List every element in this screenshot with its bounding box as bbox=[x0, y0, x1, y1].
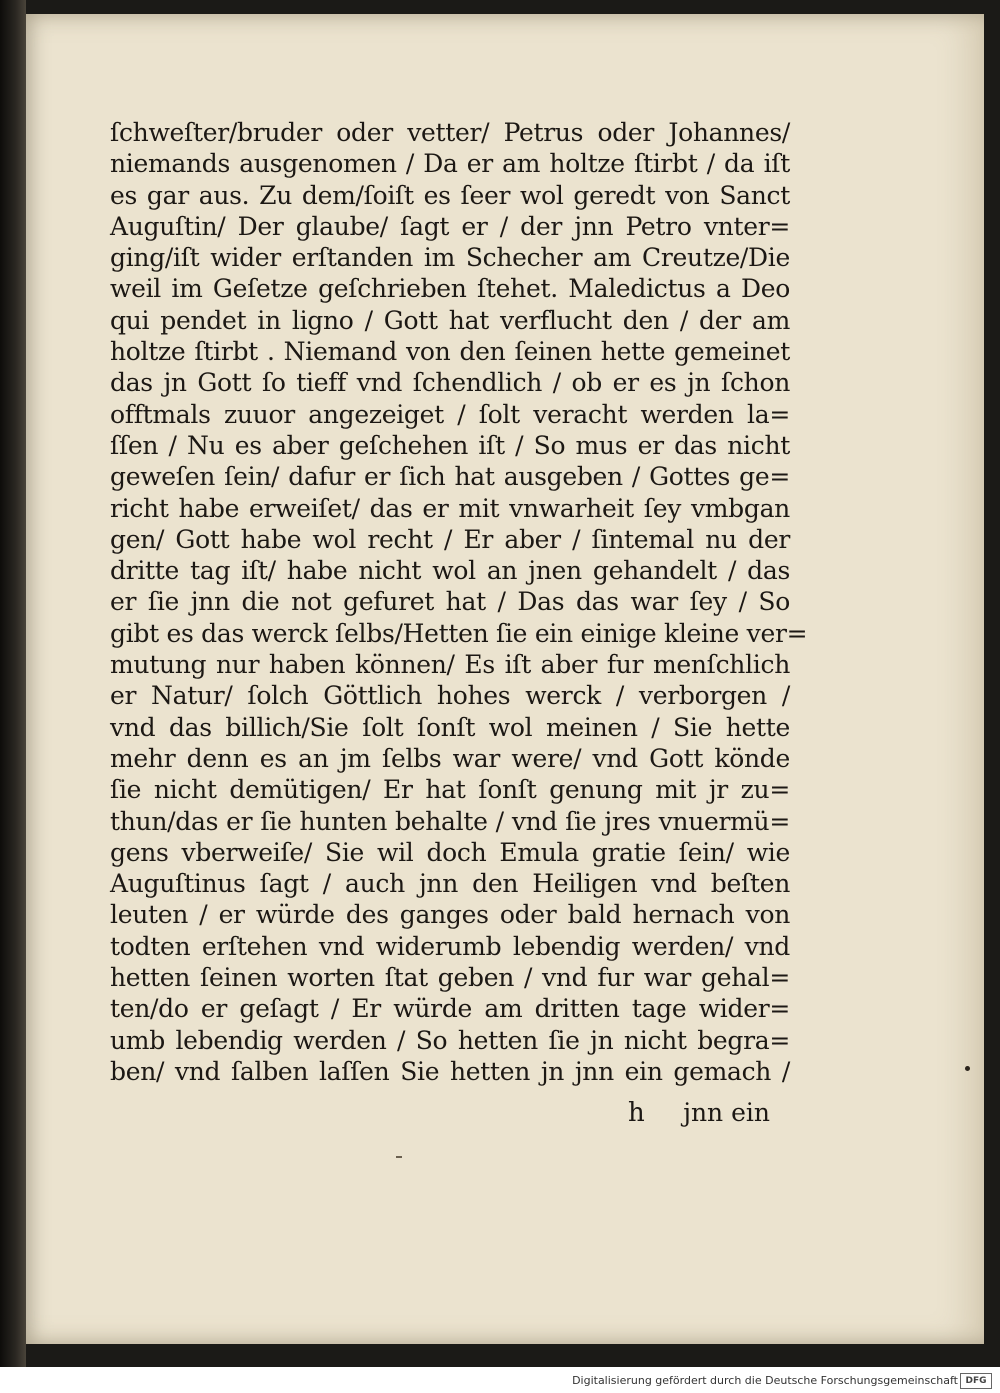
text-line: qui pendet in ligno / Gott hat verflucht den / der am bbox=[110, 305, 790, 335]
text-line: ten/do er geſagt / Er würde am dritten tage wider= bbox=[110, 994, 790, 1024]
text-line: umb lebendig werden / So hetten ſie jn nicht begra= bbox=[110, 1025, 790, 1055]
text-line: todten erſtehen vnd widerumb lebendig werden/ vnd bbox=[110, 931, 790, 961]
text-line: Auguſtinus ſagt / auch jnn den Heiligen vnd beſten bbox=[110, 869, 790, 899]
ink-speck bbox=[965, 1066, 970, 1071]
book-page bbox=[22, 14, 984, 1344]
text-line: mutung nur haben können/ Es iſt aber fur menſchlich bbox=[110, 650, 790, 680]
text-line: weil im Geſetze geſchrieben ſtehet. Maledictus a Deo bbox=[110, 274, 790, 304]
text-line: ging/iſt wider erſtanden im Schecher am Creutze/Die bbox=[110, 243, 790, 273]
paper-mark bbox=[396, 1156, 402, 1158]
text-line: mehr denn es an jm ſelbs war were/ vnd Gott könde bbox=[110, 743, 790, 773]
catchword: jnn ein bbox=[683, 1098, 770, 1127]
text-line: gens vberweiſe/ Sie wil doch Emula gratie ſein/ wie bbox=[110, 837, 790, 867]
text-line: ben/ vnd ſalben laſſen Sie hetten jn jnn ein gemach / bbox=[110, 1056, 790, 1086]
text-line: richt habe erweiſet/ das er mit vnwarheit ſey vmbgan bbox=[110, 493, 790, 523]
text-line: ſſen / Nu es aber geſchehen iſt / So mus er das nicht bbox=[110, 430, 790, 460]
text-line: offtmals zuuor angezeiget / ſolt veracht werden la= bbox=[110, 399, 790, 429]
text-line: Auguſtin/ Der glaube/ ſagt er / der jnn Petro vnter= bbox=[110, 211, 790, 241]
funding-credit: Digitalisierung gefördert durch die Deutsche Forschungsgemeinschaft bbox=[572, 1374, 958, 1387]
text-line: das jn Gott ſo tieff vnd ſchendlich / ob er es jn ſchon bbox=[110, 368, 790, 398]
page-foot bbox=[110, 1098, 790, 1130]
text-line: hetten ſeinen worten ſtat geben / vnd fur war gehal= bbox=[110, 963, 790, 993]
text-line: gibt es das werck ſelbs/Hetten ſie ein einige kleine ver= bbox=[110, 618, 808, 648]
dfg-logo-icon: DFG bbox=[960, 1373, 992, 1389]
text-line: niemands ausgenomen / Da er am holtze ſtirbt / da iſt bbox=[110, 149, 790, 179]
text-line: er ſie jnn die not gefuret hat / Das das war ſey / So bbox=[110, 587, 790, 617]
text-block bbox=[110, 117, 808, 1087]
book-binding-edge bbox=[0, 0, 26, 1367]
text-line: vnd das billich/Sie ſolt ſonſt wol meinen / Sie hette bbox=[110, 712, 790, 742]
text-line: geweſen ſein/ dafur er ſich hat ausgeben / Gottes ge= bbox=[110, 462, 790, 492]
text-line: gen/ Gott habe wol recht / Er aber / ſintemal nu der bbox=[110, 524, 790, 554]
text-line: ſchweſter/bruder oder vetter/ Petrus oder Johannes/ bbox=[110, 118, 790, 147]
text-line: thun/das er ſie hunten behalte / vnd ſie jres vnuermü= bbox=[110, 806, 790, 836]
signature-mark: h bbox=[628, 1098, 645, 1128]
text-line: holtze ſtirbt . Niemand von den ſeinen hette gemeinet bbox=[110, 337, 790, 367]
text-line: dritte tag iſt/ habe nicht wol an jnen gehandelt / das bbox=[110, 556, 790, 586]
text-line: er Natur/ ſolch Göttlich hohes werck / verborgen / bbox=[110, 681, 790, 711]
text-line: leuten / er würde des ganges oder bald hernach von bbox=[110, 900, 790, 930]
footer-bar bbox=[0, 1367, 1000, 1393]
text-line: es gar aus. Zu dem/ſoiſt es ſeer wol geredt von Sanct bbox=[110, 180, 790, 210]
text-line: ſie nicht demütigen/ Er hat ſonſt genung mit jr zu= bbox=[110, 775, 790, 805]
